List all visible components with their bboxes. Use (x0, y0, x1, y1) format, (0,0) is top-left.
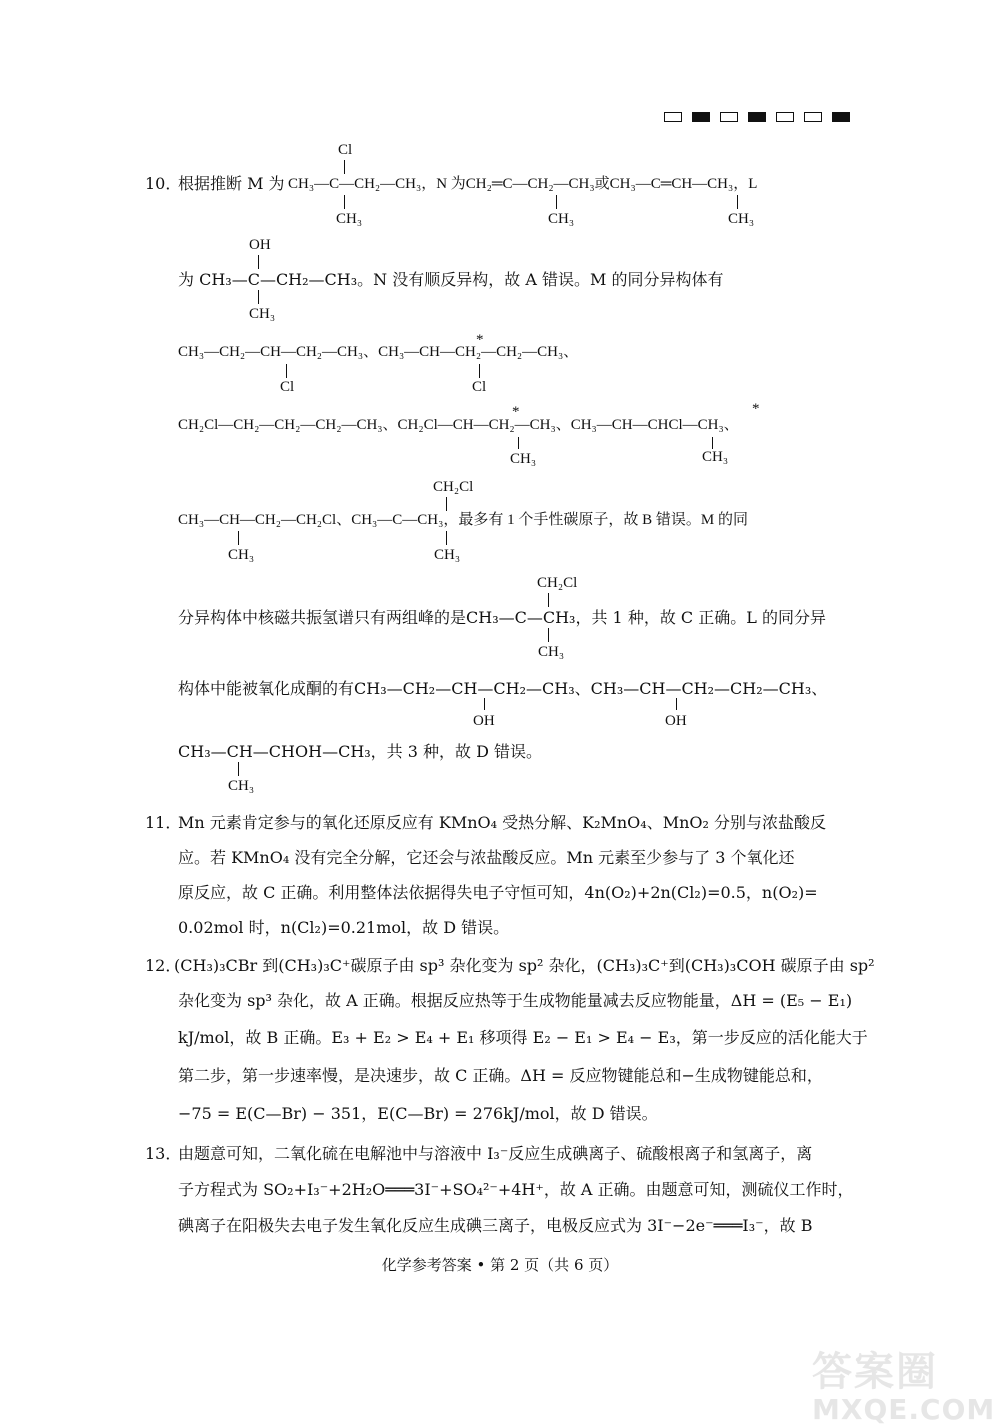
watermark-url: MXQE.COM (812, 1393, 996, 1426)
bond-line (548, 593, 549, 607)
chiral-star: * (752, 401, 760, 417)
header-mark (664, 112, 682, 122)
bond-line (238, 531, 239, 545)
bond-line (286, 364, 287, 378)
formula-line: CH₃—C—CH₂—CH₃，N 为CH₂═C—CH₂—CH₃或CH₃—C═CH—CH₃，L (288, 176, 758, 192)
answer-line: kJ/mol，故 B 正确。E₃ + E₂ > E₄ + E₁ 移项得 E₂ − E₁ > E₄ − E₃，第一步反应的活化能大于 (178, 1028, 868, 1047)
answer-line: −75 = E(C—Br) − 351，E(C—Br) = 276kJ/mol，故 D 错误。 (178, 1104, 658, 1123)
answer-line: 原反应，故 C 正确。利用整体法依据得失电子守恒可知，4n(O₂)+2n(Cl₂)=0.5，n(O₂)= (178, 883, 818, 902)
watermark-logo (812, 1340, 995, 1426)
answer-line: 碘离子在阳极失去电子发生氧化反应生成碘三离子，电极反应式为 3I⁻−2e⁻═══I₃⁻，故 B (178, 1216, 813, 1235)
answer-line: (CH₃)₃CBr 到(CH₃)₃C⁺碳原子由 sp³ 杂化变为 sp² 杂化，(CH₃)₃C⁺到(CH₃)₃COH 碳原子由 sp² (174, 956, 875, 975)
substituent-label: CH₃ (336, 211, 363, 227)
question-number: 13． (145, 1144, 182, 1163)
substituent-label: CH₃ (510, 451, 537, 467)
formula-line: 为 CH₃—C—CH₂—CH₃。N 没有顺反异构，故 A 错误。M 的同分异构体有 (178, 270, 724, 289)
page-footer: 化学参考答案 • 第 2 页（共 6 页） (381, 1256, 619, 1274)
answer-line: 由题意可知，二氧化硫在电解池中与溶液中 I₃⁻反应生成碘离子、硫酸根离子和氢离子，离 (178, 1144, 813, 1163)
question-number: 10． (145, 174, 182, 193)
formula-line: CH₃—CH—CHOH—CH₃，共 3 种，故 D 错误。 (178, 742, 543, 761)
bond-line (484, 698, 485, 710)
bond-line (258, 255, 259, 269)
bond-line (518, 437, 519, 449)
chiral-star: * (476, 332, 484, 348)
substituent-label: CH₂Cl (537, 575, 578, 591)
formula-line: 分异构体中核磁共振氢谱只有两组峰的是CH₃—C—CH₃，共 1 种，故 C 正确。L 的同分异 (178, 608, 826, 627)
formula-line: 构体中能被氧化成酮的有CH₃—CH₂—CH—CH₂—CH₃、CH₃—CH—CH₂—CH₂—CH₃、 (178, 679, 828, 698)
question-number: 11． (145, 813, 182, 832)
header-mark (804, 112, 822, 122)
q10-intro: 根据推断 M 为 (178, 174, 285, 193)
answer-line: 第二步，第一步速率慢，是决速步，故 C 正确。ΔH = 反应物键能总和−生成物键能总和， (178, 1066, 823, 1085)
bond-line (712, 437, 713, 449)
bond-line (446, 531, 447, 545)
formula-line: CH₃—CH₂—CH—CH₂—CH₃、CH₃—CH—CH₂—CH₂—CH₃、 (178, 344, 579, 360)
bond-line (479, 364, 480, 378)
answer-line: 应。若 KMnO₄ 没有完全分解，它还会与浓盐酸反应。Mn 元素至少参与了 3 个氧化还 (178, 848, 795, 867)
answer-line: 杂化变为 sp³ 杂化，故 A 正确。根据反应热等于生成物能量减去反应物能量，ΔH = (E₅ − E₁) (178, 991, 853, 1010)
answer-line: Mn 元素肯定参与的氧化还原反应有 KMnO₄ 受热分解、K₂MnO₄、MnO₂ 分别与浓盐酸反 (178, 813, 827, 832)
substituent-label: CH₃ (434, 547, 461, 563)
header-mark (692, 112, 710, 122)
substituent-label: CH₃ (249, 306, 276, 322)
formula-line: CH₂Cl—CH₂—CH₂—CH₂—CH₃、CH₂Cl—CH—CH₂—CH₃、CH₃—CH—CHCl—CH₃、 (178, 417, 739, 433)
substituent-label: CH₃ (538, 644, 565, 660)
bond-line (548, 628, 549, 642)
bond-line (344, 160, 345, 174)
bond-line (556, 195, 557, 209)
formula-line: CH₃—CH—CH₂—CH₂Cl、CH₃—C—CH₃，最多有 1 个手性碳原子，故 B 错误。M 的同 (178, 512, 748, 528)
substituent-label: CH₃ (728, 211, 755, 227)
bond-line (344, 195, 345, 209)
header-mark (832, 112, 850, 122)
substituent-label: CH₃ (548, 211, 575, 227)
answer-line: 子方程式为 SO₂+I₃⁻+2H₂O═══3I⁻+SO₄²⁻+4H⁺，故 A 正确。由题意可知，测硫仪工作时， (178, 1180, 854, 1199)
header-mark (748, 112, 766, 122)
substituent-label: Cl (472, 379, 487, 395)
substituent-label: CH₃ (228, 778, 255, 794)
bond-line (676, 698, 677, 710)
answer-line: 0.02mol 时，n(Cl₂)=0.21mol，故 D 错误。 (178, 918, 510, 937)
watermark-text: 答案圈 (812, 1349, 938, 1395)
substituent-label: CH₃ (228, 547, 255, 563)
substituent-label: OH (249, 237, 271, 253)
substituent-label: Cl (280, 379, 295, 395)
header-marks (664, 112, 850, 122)
bond-line (446, 497, 447, 511)
header-mark (776, 112, 794, 122)
chiral-star: * (512, 404, 520, 420)
substituent-label: CH₃ (702, 449, 729, 465)
substituent-label: OH (665, 713, 687, 729)
bond-line (737, 195, 738, 209)
header-mark (720, 112, 738, 122)
substituent-label: CH₂Cl (433, 479, 474, 495)
bond-line (258, 290, 259, 304)
question-number: 12． (145, 956, 182, 975)
substituent-label: Cl (338, 142, 353, 158)
bond-line (238, 762, 239, 776)
substituent-label: OH (473, 713, 495, 729)
